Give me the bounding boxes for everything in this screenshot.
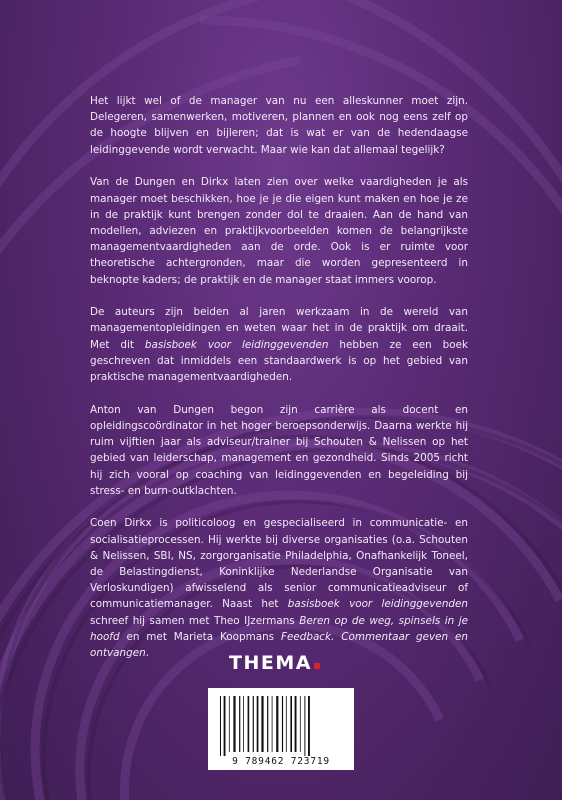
barcode-bar [224,696,226,756]
barcode-bar [239,696,240,752]
p5-text-4: . [145,647,150,660]
paragraph-intro: Het lijkt wel of de manager van nu een alleskunner moet zijn. Delegeren, samenwerken, motiveren, plannen en ook nog eens zelf op de hoogte blijven en bijleren; dat is wat er van de hedendaagse leidinggevende wordt verwacht. Maar wie kan dat allemaal tegelijk? [90,95,468,156]
p3-text-2: hebben ze een boek geschreven dat inmiddels een standaardwerk is op het gebied van praktische managementvaardigheden. [90,338,468,384]
publisher-logo [229,651,339,675]
paragraph-content: Van de Dungen en Dirkx laten zien over welke vaardigheden je als manager moet beschikken, hoe je je die eigen kunt maken en hoe je ze in de praktijk kunt brengen zonder dol te draaien. Aan de hand van modellen, adviezen en praktijkvoorbeelden komen de belangrijkste managementvaardigheden aan de orde. Ook is er ruimte voor theoretische achtergronden, maar die worden gepresenteerd in beknopte kaders; de praktijk en de manager staat immers voorop. [90,176,468,286]
barcode-bar [295,696,297,752]
paragraph-authors [90,304,468,385]
barcode-bar [267,696,268,752]
barcode-bar [248,696,250,752]
barcode-bar [243,696,244,752]
barcode-bar [261,696,263,752]
p5-text-3: en met Marieta Koopmans [119,630,281,643]
barcode-bar [282,696,283,752]
p5-book-title-1: basisboek voor leidinggevenden [287,598,468,611]
p5-text-2: schreef hij samen met Theo IJzermans [90,614,300,627]
isbn-digits: 9 789462 723719 [232,756,330,767]
barcode-bar [304,696,305,756]
barcode-bars [218,696,344,756]
logo-dot-icon [314,663,320,669]
paragraph-author-1-bio: Anton van Dungen begon zijn carrière als docent en opleidingscoördinator in het hoger beroepsonderwijs. Daarna werkte hij ruim vijftien jaar als adviseur/trainer bij Schouten & Nelissen op het gebied van leiderschap, management en gezondheid. Sinds 2005 richt hij zich vooral op coaching van leidinggevenden en begeleiding bij stress- en burn-outklachten. [90,403,468,497]
blurb-text [90,93,468,678]
paragraph-author-2-bio [90,515,468,661]
barcode-bar [257,696,259,752]
p5-text-1: Coen Dirkx is politicoloog en gespecialiseerd in communicatie- en socialisatieprocessen. Hij werkte bij diverse organisaties (o.a. Schouten & Nelissen, SBI, NS, zorgorganisatie Philadelphia, Onafhankelijk Toneel, de Belastingdienst, Koninklijke Nederlandse Organisatie van Verloskundigen) afwisselend als senior communicatieadviseur of communicatiemanager. Naast het [90,517,468,611]
barcode-bar [272,696,273,752]
p5-book-title-3: Feedback. Commentaar geven en ontvangen [90,630,469,660]
barcode-bar [286,696,287,752]
p5-book-title-2: Beren op de weg, spinsels in je hoofd [90,614,468,643]
barcode-bar [300,696,301,752]
barcode-bar [220,696,221,756]
barcode-bar [276,696,278,752]
barcode-bar [229,696,230,752]
barcode-bar [308,696,310,756]
barcode-bar [253,696,254,752]
p3-text-1: De auteurs zijn beiden al jaren werkzaam in de wereld van managementopleidingen en weten waar het in de praktijk om draait. Met dit [90,306,468,351]
barcode-bar [290,696,292,752]
publisher-logo-text: THEMA [229,652,312,674]
barcode-bar [233,696,235,752]
p3-book-title: basisboek voor leidinggevenden [144,338,329,351]
isbn-barcode [208,688,354,770]
